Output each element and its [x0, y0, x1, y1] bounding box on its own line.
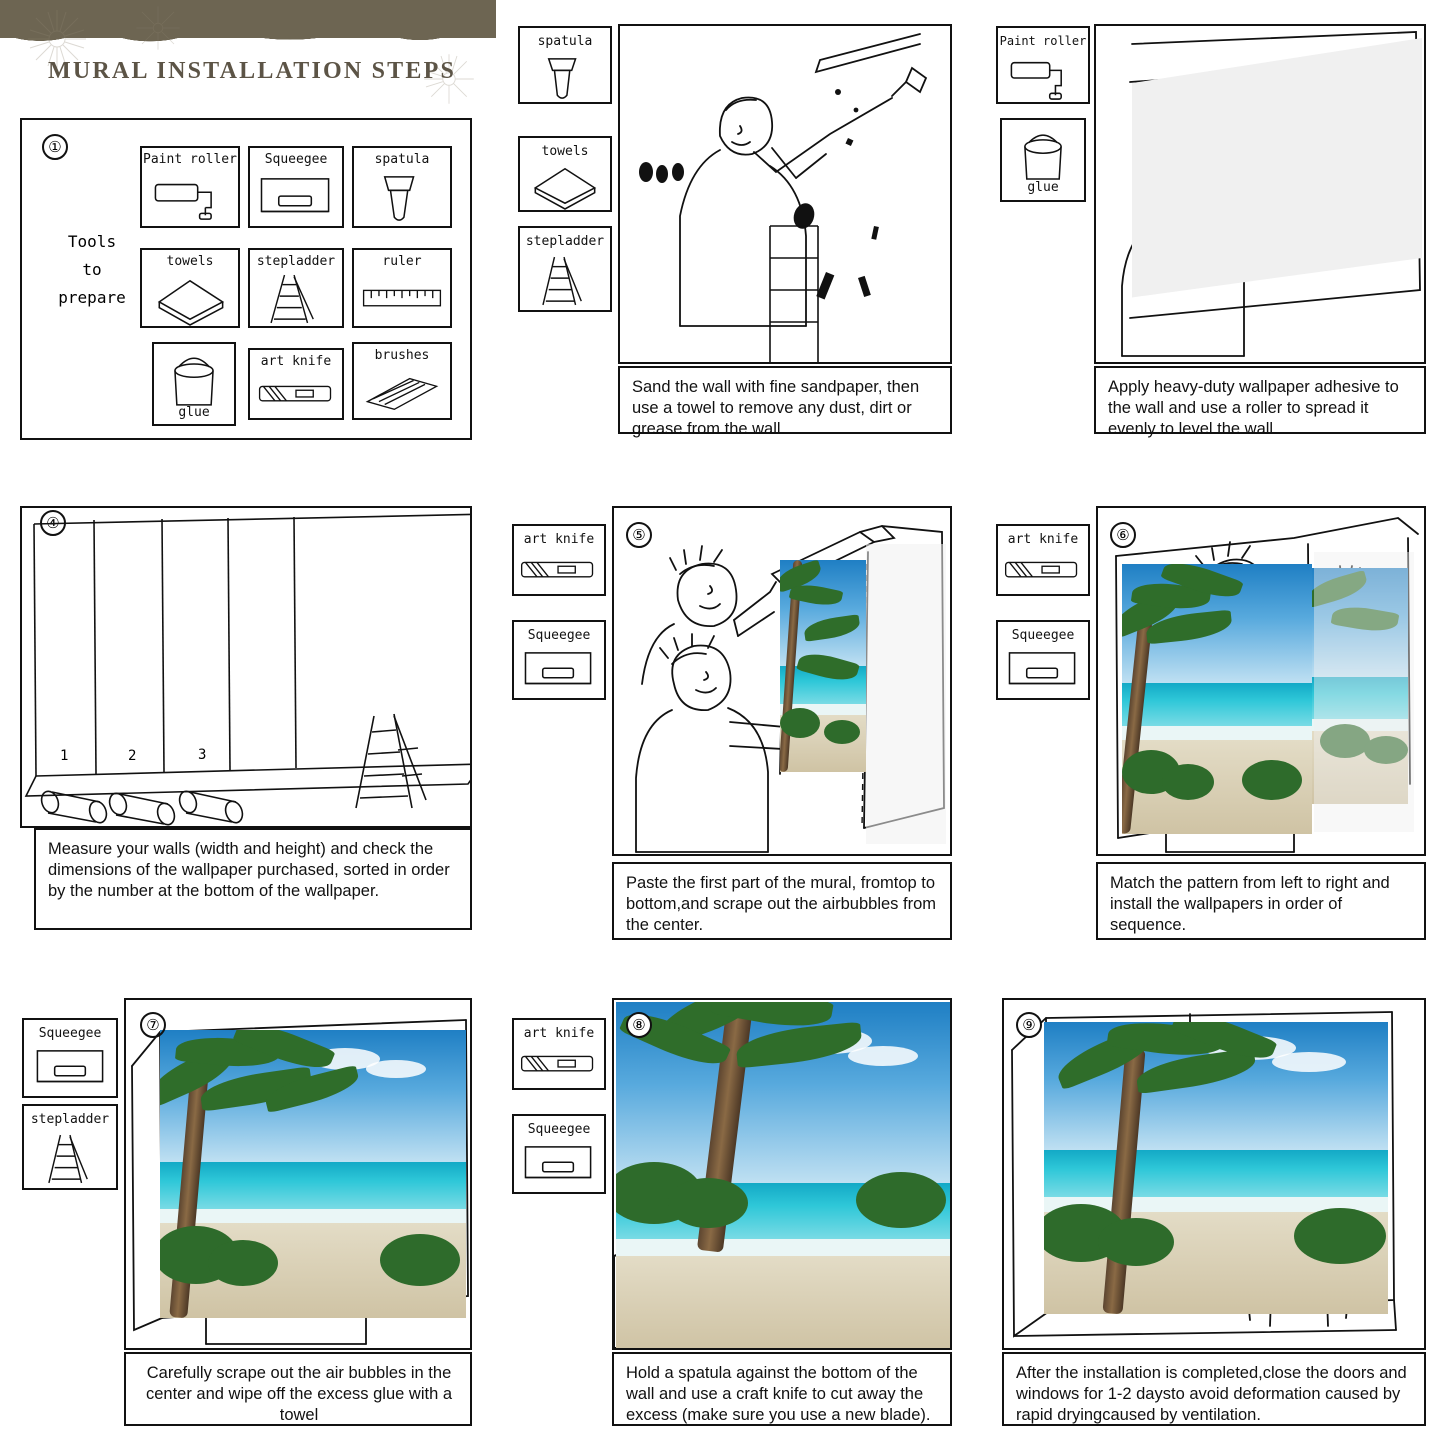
- stepladder-icon: [520, 252, 610, 310]
- step-8-tool-squeegee: [512, 1114, 606, 1194]
- step-2-tool-spatula: [518, 26, 612, 104]
- tool-label: Paint roller: [143, 152, 237, 167]
- tool-label: art knife: [260, 354, 332, 369]
- tool-label: art knife: [523, 1026, 595, 1041]
- tool-card-art-knife: [248, 348, 344, 420]
- step-3-illustration: [1094, 24, 1426, 364]
- paint-roller-icon: [142, 170, 238, 226]
- mural-beach-step9: [1044, 1022, 1388, 1314]
- step-6-tool-squeegee: [996, 620, 1090, 700]
- tool-label: stepladder: [30, 1112, 110, 1127]
- mural-beach-installed: [1122, 564, 1312, 834]
- tool-label: ruler: [382, 254, 422, 269]
- tool-card-glue: [152, 342, 236, 426]
- squeegee-icon: [514, 1140, 604, 1194]
- tool-card-paint-roller: [140, 146, 240, 228]
- squeegee-icon: [250, 172, 342, 226]
- tools-to-prepare-label: Tools to prepare: [58, 232, 126, 307]
- tool-label: Squeegee: [264, 152, 328, 167]
- tool-label: spatula: [537, 34, 593, 49]
- step-5-tool-art-knife: [512, 524, 606, 596]
- tool-label: Paint roller: [999, 34, 1087, 48]
- flower-decoration-mid: [130, 0, 186, 56]
- spatula-icon: [354, 170, 450, 226]
- spatula-icon: [520, 52, 610, 104]
- mural-beach-step8: [616, 1002, 952, 1350]
- wallpaper-panel-number-2: 2: [128, 748, 137, 764]
- tool-label: Squeegee: [527, 1122, 591, 1137]
- glue-bucket-icon: [154, 352, 234, 414]
- step-4-caption: Measure your walls (width and height) and check the dimensions of the wallpaper purchased, sorted in order by the number at the bottom of the wallpaper.: [34, 828, 472, 930]
- step-4-number: ④: [40, 510, 66, 536]
- towels-icon: [142, 272, 238, 328]
- step-5-illustration: [612, 506, 952, 856]
- brushes-icon: [354, 368, 450, 418]
- step-9-caption: After the installation is completed,close the doors and windows for 1-2 daysto avoid deformation caused by rapid dryingcaused by ventilation.: [1002, 1352, 1426, 1426]
- stepladder-icon: [250, 270, 342, 328]
- tool-label: stepladder: [525, 234, 605, 249]
- step-7-caption: Carefully scrape out the air bubbles in the center and wipe off the excess glue with a towel: [124, 1352, 472, 1426]
- step-8-caption: Hold a spatula against the bottom of the wall and use a craft knife to cut away the excess (make sure you use a new blade).: [612, 1352, 952, 1426]
- tool-card-stepladder: [248, 248, 344, 328]
- tool-label: art knife: [1007, 532, 1079, 547]
- tool-card-brushes: [352, 342, 452, 420]
- tool-label: Squeegee: [1011, 628, 1075, 643]
- art-knife-icon: [514, 1044, 604, 1088]
- tool-label: art knife: [523, 532, 595, 547]
- towels-icon: [520, 160, 610, 212]
- step-2-caption: Sand the wall with fine sandpaper, then use a towel to remove any dust, dirt or grease from the wall.: [618, 366, 952, 434]
- step-6-tool-art-knife: [996, 524, 1090, 596]
- step-8-number: ⑧: [626, 1012, 652, 1038]
- glue-bucket-icon: [1002, 128, 1084, 188]
- wallpaper-panel-number-1: 1: [60, 748, 69, 764]
- tool-label: glue: [1027, 180, 1059, 195]
- step-5-number: ⑤: [626, 522, 652, 548]
- squeegee-icon: [998, 646, 1088, 700]
- mural-beach-strip: [780, 560, 866, 772]
- step-2-illustration: [618, 24, 952, 364]
- tool-card-spatula: [352, 146, 452, 228]
- step-8-illustration: [612, 998, 952, 1350]
- page-title: MURAL INSTALLATION STEPS: [48, 58, 456, 84]
- step-3-caption: Apply heavy-duty wallpaper adhesive to the wall and use a roller to spread it evenly to level the wall.: [1094, 366, 1426, 434]
- step-3-tool-glue: [1000, 118, 1086, 202]
- step-2-sketch: [620, 26, 950, 362]
- step-4-sketch: [22, 508, 470, 826]
- step-6-number: ⑥: [1110, 522, 1136, 548]
- step-7-illustration: [124, 998, 472, 1350]
- tool-card-towels: [140, 248, 240, 328]
- tool-label: stepladder: [256, 254, 336, 269]
- step-9-number: ⑨: [1016, 1012, 1042, 1038]
- tool-label: spatula: [374, 152, 430, 167]
- step-8-tool-art-knife: [512, 1018, 606, 1090]
- step-1-number: ①: [42, 134, 68, 160]
- tool-label: Squeegee: [38, 1026, 102, 1041]
- art-knife-icon: [250, 374, 342, 418]
- tool-label: towels: [541, 144, 589, 159]
- stepladder-icon: [24, 1130, 116, 1188]
- wall-surface: [1314, 552, 1414, 832]
- step-5-tool-squeegee: [512, 620, 606, 700]
- squeegee-icon: [24, 1044, 116, 1098]
- step-3-tool-paint-roller: [996, 26, 1090, 104]
- step-7-number: ⑦: [140, 1012, 166, 1038]
- tool-label: towels: [166, 254, 214, 269]
- squeegee-icon: [514, 646, 604, 700]
- art-knife-icon: [998, 550, 1088, 594]
- mural-beach-step7: [160, 1030, 466, 1318]
- art-knife-icon: [514, 550, 604, 594]
- wallpaper-panel-number-3: 3: [198, 747, 207, 763]
- wall-surface: [866, 544, 946, 844]
- step-6-illustration: [1096, 506, 1426, 856]
- tool-label: glue: [178, 405, 210, 420]
- ruler-icon: [354, 276, 450, 324]
- step-5-caption: Paste the first part of the mural, fromtop to bottom,and scrape out the airbubbles from the center.: [612, 862, 952, 940]
- paint-roller-icon: [998, 52, 1088, 104]
- step-2-tool-towels: [518, 136, 612, 212]
- step-6-caption: Match the pattern from left to right and install the wallpapers in order of sequence.: [1096, 862, 1426, 940]
- tool-card-squeegee: [248, 146, 344, 228]
- step-9-illustration: [1002, 998, 1426, 1350]
- tool-card-ruler: [352, 248, 452, 328]
- tool-label: Squeegee: [527, 628, 591, 643]
- step-7-tool-stepladder: [22, 1104, 118, 1190]
- tool-label: brushes: [374, 348, 430, 363]
- step-7-tool-squeegee: [22, 1018, 118, 1098]
- step-2-tool-stepladder: [518, 226, 612, 312]
